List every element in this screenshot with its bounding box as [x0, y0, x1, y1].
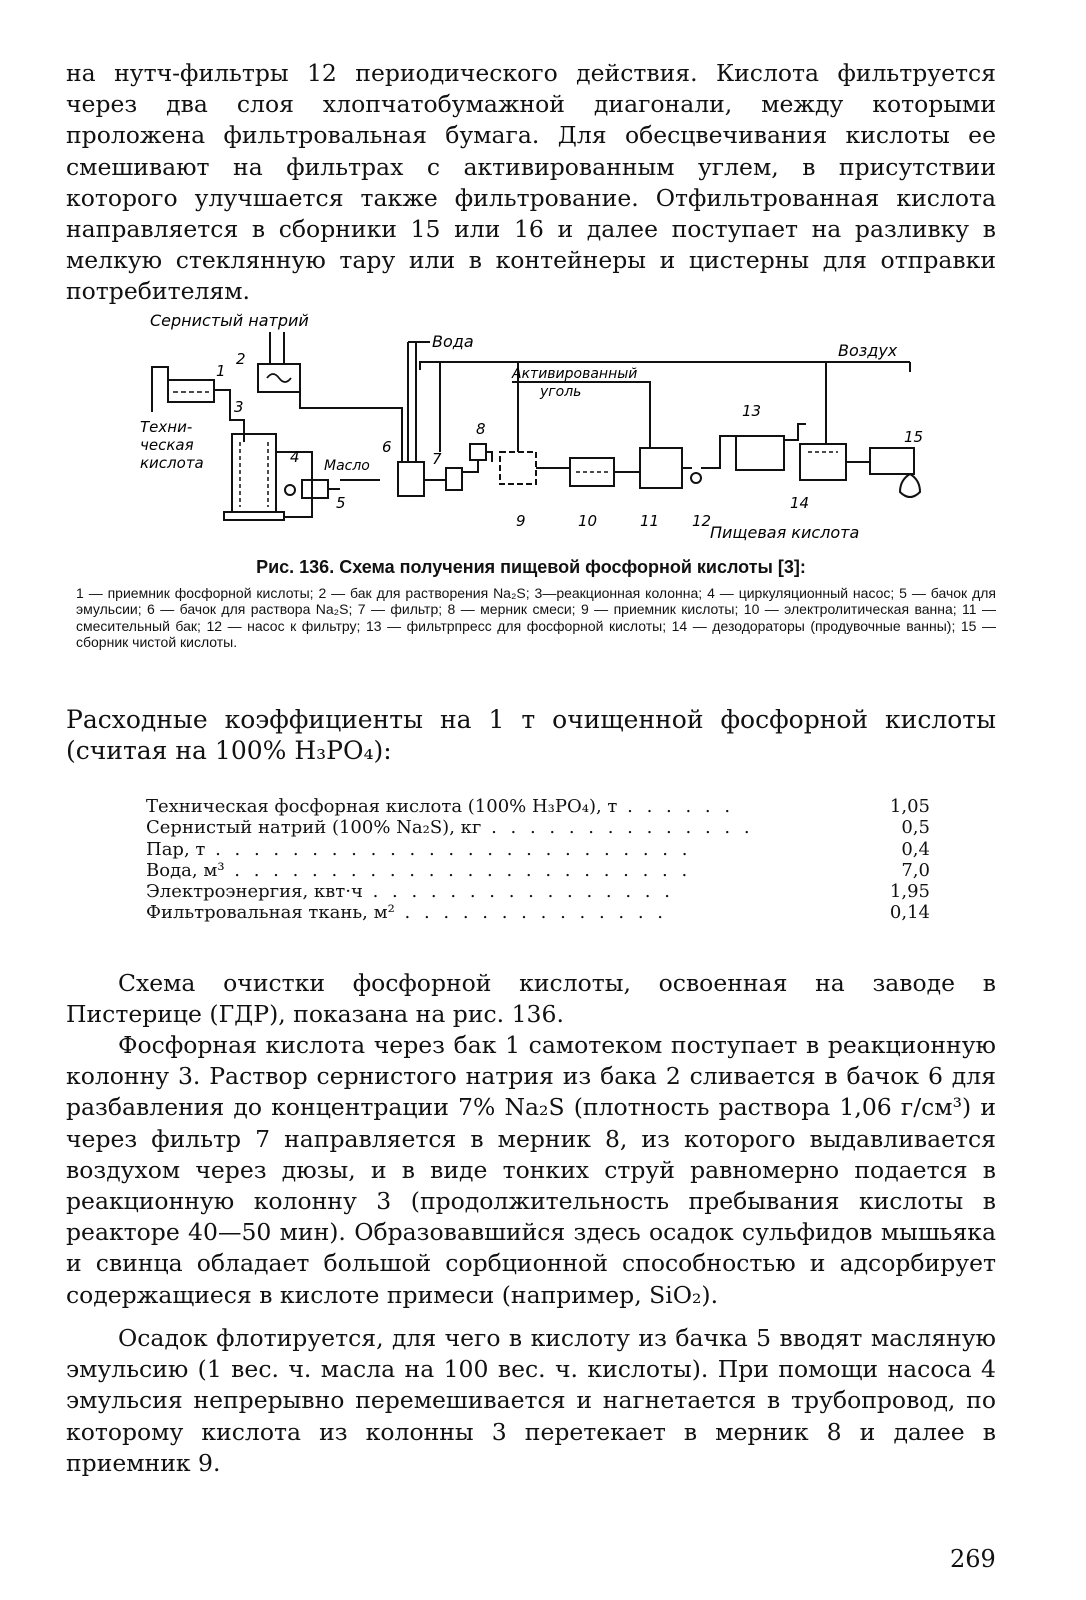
num-15: 15 — [904, 428, 924, 446]
body-paragraph-2: Фосфорная кислота через бак 1 самотеком поступает в реакционную колонну 3. Раствор сернистого натрия из бака 2 сливается в бачок 6 для разбавления до концентрации 7% Na₂S (плотность раствора 1,06 г/см³) и через фильтр 7 направляется в мерник 8, из которого выдавливается воздухом через дюзы, и в виде тонких струй равномерно подается в реакционную колонну 3 (продолжительность пребывания кислоты в реакторе 40—50 мин). Образовавшийся здесь осадок сульфидов мышьяка и свинца обладает большой сорбционной способностью и адсорбирует содержащиеся в кислоте примеси (например, SiO₂). — [66, 1031, 996, 1309]
num-9: 9 — [516, 512, 526, 530]
tank-6-shape — [398, 462, 424, 496]
num-10: 10 — [578, 512, 598, 530]
body-paragraph-1: Схема очистки фосфорной кислоты, освоенная на заводе в Пистерице (ГДР), показана на рис. 136. — [66, 969, 996, 1029]
coef-name: Фильтровальная ткань, м² — [146, 902, 395, 924]
table-row: Электроэнергия, квт·ч . . . . . . . . . . . . . . . . 1,95 — [146, 881, 930, 903]
num-7: 7 — [432, 450, 442, 468]
table-row: Сернистый натрий (100% Na₂S), кг . . . . . . . . . . . . . . 0,5 — [146, 817, 930, 839]
figure-legend: 1 — приемник фосфорной кислоты; 2 — бак для растворения Na₂S; 3—реакционная колонна; 4 — циркуляционный насос; 5 — бачок для эмульсии; 6 — бачок для раствора Na₂S; 7 — фильтр; 8 — мерник смеси; 9 — приемник кислоты; 10 — электролитическая ванна; 11 — смесительный бак; 12 — насос к фильтру; 13 — фильтрпресс для фосфорной кислоты; 14 — дезодораторы (продувочные ванны); 15 — сборник чистой кислоты. — [76, 585, 996, 651]
coef-value: 0,4 — [901, 838, 930, 860]
table-row: Вода, м³ . . . . . . . . . . . . . . . . . . . . . . . . 7,0 — [146, 859, 930, 881]
reaction-column-3-shape — [232, 434, 276, 512]
label-oil: Масло — [324, 458, 370, 474]
coef-name: Вода, м³ — [146, 859, 225, 881]
table-row: Техническая фосфорная кислота (100% H₃PO₄), т . . . . . . 1,05 — [146, 796, 930, 817]
figure-caption-title: Рис. 136. Схема получения пищевой фосфорной кислоты [3]: — [256, 557, 806, 577]
coef-value: 7,0 — [901, 859, 930, 881]
num-5: 5 — [336, 494, 346, 512]
num-8: 8 — [476, 420, 486, 438]
collector-15-shape — [870, 448, 914, 474]
coefficients-table — [146, 796, 930, 924]
coef-name: Пар, т — [146, 838, 206, 860]
coef-value: 1,05 — [889, 796, 930, 817]
mixing-tank-11-shape — [640, 448, 682, 488]
receiver-1-shape — [168, 380, 214, 402]
label-sodium-sulfide: Сернистый натрий — [150, 312, 309, 330]
page-number: 269 — [950, 1545, 996, 1573]
label-activated-carbon-2: уголь — [540, 384, 582, 400]
num-14: 14 — [790, 494, 810, 512]
coef-value: 0,5 — [901, 817, 930, 839]
emulsion-tank-5-shape — [302, 480, 328, 498]
coef-value: 1,95 — [889, 881, 930, 903]
coef-name: Электроэнергия, квт·ч — [146, 881, 363, 903]
label-water: Вода — [432, 332, 474, 351]
label-air: Воздух — [838, 341, 898, 360]
num-2: 2 — [236, 350, 246, 368]
num-1: 1 — [216, 362, 226, 380]
coefficients-intro: Расходные коэффициенты на 1 т очищенной фосфорной кислоты (считая на 100% H₃PO₄): — [66, 705, 996, 766]
table-row: Фильтровальная ткань, м² . . . . . . . . . . . . . . 0,14 — [146, 902, 930, 924]
num-13: 13 — [742, 402, 762, 420]
coef-value: 0,14 — [889, 902, 930, 924]
filter-7-shape — [446, 468, 462, 490]
deodorizer-14-shape — [800, 444, 846, 480]
coef-name: Техническая фосфорная кислота (100% H₃PO₄), т — [146, 796, 618, 817]
label-technical-acid-2: ческая — [140, 436, 194, 454]
table-row: Пар, т . . . . . . . . . . . . . . . . . . . . . . . . . 0,4 — [146, 838, 930, 860]
process-scheme-figure — [140, 312, 940, 552]
filter-press-13-shape — [736, 436, 784, 470]
num-6: 6 — [382, 438, 392, 456]
coef-name: Сернистый натрий (100% Na₂S), кг — [146, 817, 482, 839]
label-activated-carbon-1: Активированный — [512, 366, 638, 382]
top-paragraph: на нутч-фильтры 12 периодического действия. Кислота фильтруется через два слоя хлопчатобумажной диагонали, между которыми проложена фильтровальная бумага. Для обесцвечивания кислоты ее смешивают на фильтрах с активированным углем, в присутствии которого улучшается также фильтрование. Отфильтрованная кислота направляется в сборники 15 или 16 и далее поступает на разливку в мелкую стеклянную тару или в контейнеры и цистерны для отправки потребителям. — [66, 59, 996, 306]
num-4: 4 — [290, 448, 300, 466]
num-3: 3 — [234, 398, 244, 416]
measuring-tank-8-shape — [470, 444, 486, 460]
body-paragraph-3: Осадок флотируется, для чего в кислоту из бачка 5 вводят масляную эмульсию (1 вес. ч. масла на 100 вес. ч. кислоты). При помощи насоса 4 эмульсия непрерывно перемешивается и нагнетается в трубопровод, по которому кислота из колонны 3 перетекает в мерник 8 и далее в приемник 9. — [66, 1324, 996, 1477]
receiver-9-shape — [500, 452, 536, 484]
label-food-acid: Пищевая кислота — [710, 523, 860, 542]
num-12: 12 — [692, 512, 712, 530]
label-technical-acid-1: Техни- — [140, 418, 193, 436]
label-technical-acid-3: кислота — [140, 454, 204, 472]
num-11: 11 — [640, 512, 660, 530]
